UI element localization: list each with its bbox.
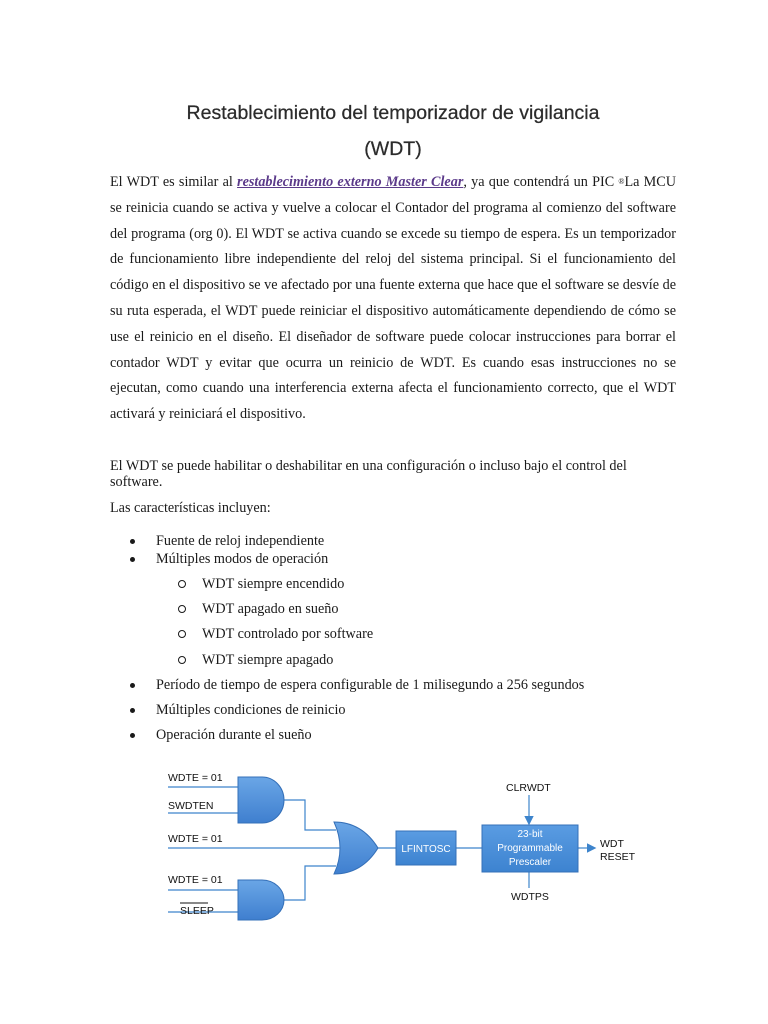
feature-text: Operación durante el sueño (156, 727, 312, 743)
wdtps-label: WDTPS (511, 891, 549, 903)
feature-text: Múltiples condiciones de reinicio (156, 702, 346, 718)
wdte-label-2: WDTE = 01 (168, 833, 223, 845)
wdt-reset-label-1: WDT (600, 838, 624, 850)
prescaler-label-3: Prescaler (508, 857, 552, 868)
feature-text: Múltiples modos de operación (156, 551, 329, 567)
lfintosc-label: LFINTOSC (401, 844, 451, 855)
intro-text-start: El WDT es similar al (110, 174, 238, 190)
master-clear-link[interactable]: restablecimiento externo Master Clear (237, 174, 464, 190)
config-paragraph: El WDT se puede habilitar o deshabilitar en una configuración o incluso bajo el control del software. (110, 458, 627, 490)
mode-text: WDT apagado en sueño (202, 601, 339, 617)
intro-text-mid: , ya que contendrá un PIC (463, 174, 619, 190)
features-intro: Las características incluyen: (110, 500, 271, 516)
page-title: Restablecimiento del temporizador de vigilancia (186, 102, 600, 124)
and-gate-top (238, 777, 284, 823)
wdte-label-3: WDTE = 01 (168, 874, 223, 886)
registered-mark: ® (618, 177, 625, 186)
mode-text: WDT siempre apagado (202, 652, 334, 668)
feature-text: Período de tiempo de espera configurable de 1 milisegundo a 256 segundos (156, 677, 585, 693)
prescaler-label-1: 23-bit (517, 829, 543, 840)
and-gate-bottom (238, 880, 284, 920)
wdt-reset-label-2: RESET (600, 851, 636, 863)
intro-text-rest: La MCU se reinicia cuando se activa y vuelve a colocar el Contador del programa al comienzo del software del programa (org 0). El WDT se activa cuando se excede su tiempo de espera. Es un temporizador de funcionamiento libre independiente del reloj del sistema principal. Si el funcionamiento del código en el dispositivo se ve afectado por una fuente externa que hace que el software se desvíe de su ruta esperada, el WDT puede reiniciar el dispositivo automáticamente dependiendo de cómo se use el reinicio en el diseño. El diseñador de software puede colocar instrucciones para borrar el contador WDT y evitar que ocurra un reinicio de WDT. Es cuando esas instrucciones no se ejecutan, como cuando una interferencia externa afecta el funcionamiento correcto, que el WDT activará y reiniciará el dispositivo. (110, 174, 677, 423)
wdte-label-1: WDTE = 01 (168, 772, 223, 784)
prescaler-label-2: Programmable (497, 843, 563, 854)
clrwdt-label: CLRWDT (506, 782, 551, 794)
sleep-label: SLEEP (180, 905, 214, 917)
feature-text: Fuente de reloj independiente (156, 533, 325, 549)
swdten-label: SWDTEN (168, 800, 214, 812)
mode-text: WDT siempre encendido (202, 576, 345, 592)
or-gate (334, 822, 378, 874)
mode-text: WDT controlado por software (202, 626, 374, 642)
page-title-acronym: (WDT) (364, 138, 422, 160)
